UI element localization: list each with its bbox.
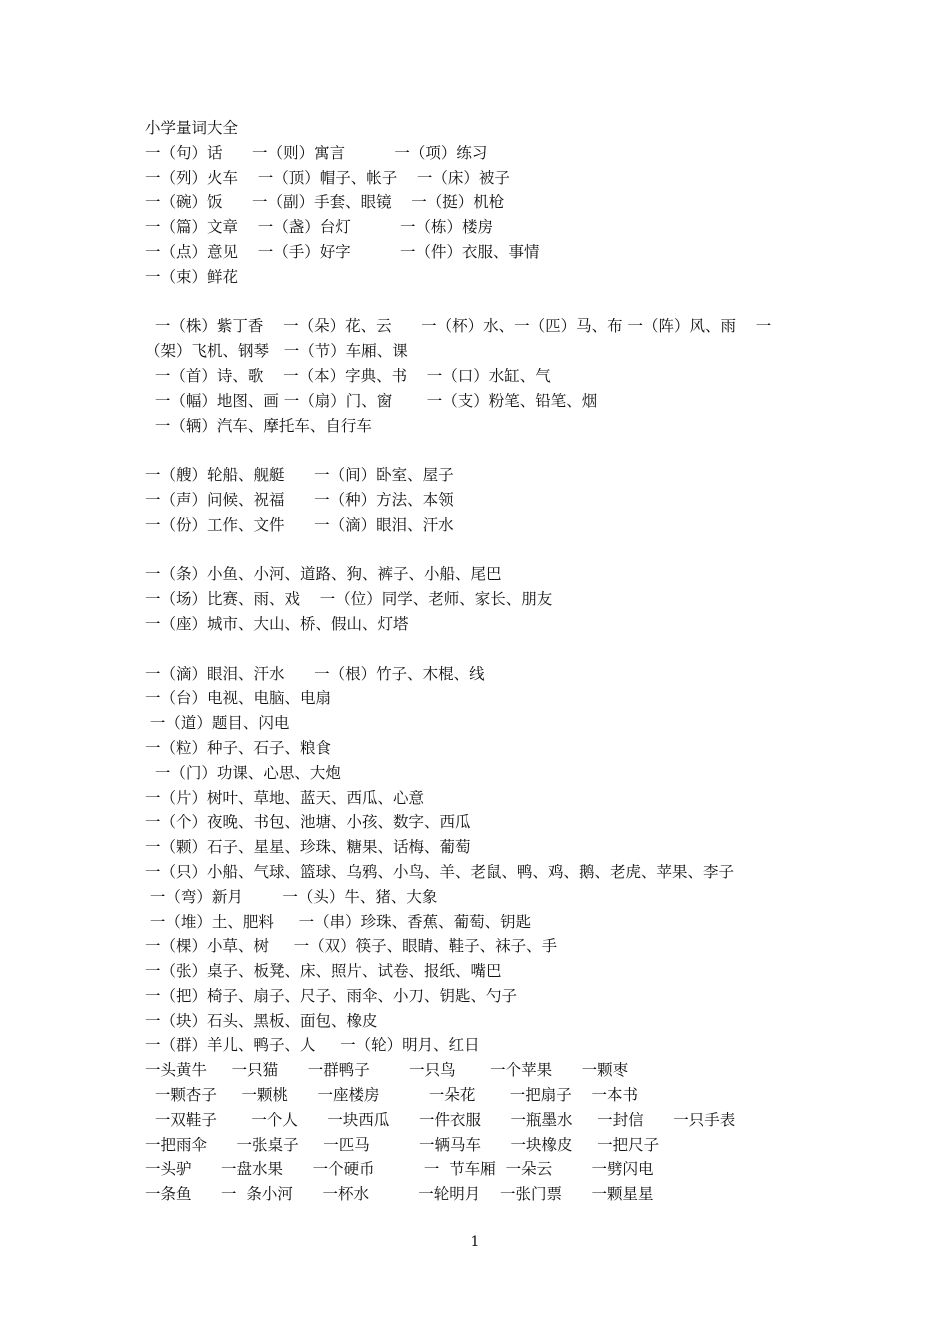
document-title: 小学量词大全 — [145, 119, 239, 137]
document-body — [145, 116, 825, 1207]
text-line: 一（粒）种子、石子、粮食 — [145, 738, 332, 757]
text-line: 一（份）工作、文件 一（滴）眼泪、汗水 — [145, 515, 454, 534]
text-line: 一（点）意见 一（手）好字 一（件）衣服、事情 — [145, 242, 540, 261]
text-line: 一（道）题目、闪电 — [145, 714, 290, 733]
text-line: 一（条）小鱼、小河、道路、狗、裤子、小船、尾巴 — [145, 565, 502, 584]
text-line: 一（篇）文章 一（盏）台灯 一（栋）楼房 — [145, 218, 493, 237]
text-line: 一（弯）新月 一（头）牛、猪、大象 — [145, 887, 438, 906]
text-line: 一（幅）地图、画 一（扇）门、窗 一（支）粉笔、铅笔、烟 — [145, 391, 598, 410]
text-line: 一（堆）土、肥料 一（串）珍珠、香蕉、葡萄、钥匙 — [145, 912, 532, 931]
text-line: 一（辆）汽车、摩托车、自行车 — [145, 416, 372, 435]
text-line: 一（片）树叶、草地、蓝天、西瓜、心意 — [145, 788, 425, 807]
text-line: 一（只）小船、气球、篮球、乌鸦、小鸟、羊、老鼠、鸭、鸡、鹅、老虎、苹果、李子 — [145, 862, 735, 881]
text-line: 一（群）羊儿、鸭子、人 一（轮）明月、红日 — [145, 1036, 480, 1055]
text-line: 一（首）诗、歌 一（本）字典、书 一（口）水缸、气 — [145, 366, 551, 385]
text-line: 一（株）紫丁香 一（朵）花、云 一（杯）水、一（匹）马、布 一（阵）风、雨 一 — [145, 317, 772, 336]
text-line: 一头驴 一盘水果 一个硬币 一 节车厢 一朵云 一劈闪电 — [145, 1160, 654, 1179]
text-line: 一（台）电视、电脑、电扇 — [145, 689, 332, 708]
text-line: 一（棵）小草、树 一（双）筷子、眼睛、鞋子、袜子、手 — [145, 937, 558, 956]
text-line: 一头黄牛 一只猫 一群鸭子 一只鸟 一个苹果 一颗枣 — [145, 1061, 629, 1080]
blank-line — [145, 290, 825, 315]
blank-line — [145, 538, 825, 563]
text-line: 一（句）话 一（则）寓言 一（项）练习 — [145, 143, 488, 162]
text-line: 一（张）桌子、板凳、床、照片、试卷、报纸、嘴巴 — [145, 962, 502, 981]
text-line: 一（门）功课、心思、大炮 — [145, 763, 341, 782]
page-number: 1 — [470, 1234, 480, 1250]
text-line: 一条鱼 一 条小河 一杯水 一轮明月 一张门票 一颗星星 — [145, 1185, 654, 1204]
text-line: 一（声）问候、祝福 一（种）方法、本领 — [145, 490, 454, 509]
text-line: 一双鞋子 一个人 一块西瓜 一件衣服 一瓶墨水 一封信 一只手表 — [145, 1110, 736, 1129]
text-line: 一（座）城市、大山、桥、假山、灯塔 — [145, 614, 409, 633]
text-line: 一（束）鲜花 — [145, 267, 239, 286]
text-line: 一（颗）石子、星星、珍珠、糖果、话梅、葡萄 — [145, 838, 471, 857]
text-line: 一（场）比赛、雨、戏 一（位）同学、老师、家长、朋友 — [145, 590, 553, 609]
text-line: 一（艘）轮船、舰艇 一（间）卧室、屋子 — [145, 466, 454, 485]
text-line: 一（把）椅子、扇子、尺子、雨伞、小刀、钥匙、勺子 — [145, 986, 518, 1005]
text-line: 一（块）石头、黑板、面包、橡皮 — [145, 1011, 378, 1030]
text-line: （架）飞机、钢琴 一（节）车厢、课 — [145, 342, 408, 361]
blank-line — [145, 637, 825, 662]
text-line: 一（碗）饭 一（副）手套、眼镜 一（挺）机枪 — [145, 193, 505, 212]
text-line: 一颗杏子 一颗桃 一座楼房 一朵花 一把扇子 一本书 — [145, 1086, 639, 1105]
text-line: 一把雨伞 一张桌子 一匹马 一辆马车 一块橡皮 一把尺子 — [145, 1135, 660, 1154]
blank-line — [145, 438, 825, 463]
text-line: 一（个）夜晚、书包、池塘、小孩、数字、西瓜 — [145, 813, 471, 832]
text-line: 一（列）火车 一（顶）帽子、帐子 一（床）被子 — [145, 168, 510, 187]
text-line: 一（滴）眼泪、汗水 一（根）竹子、木棍、线 — [145, 664, 485, 683]
